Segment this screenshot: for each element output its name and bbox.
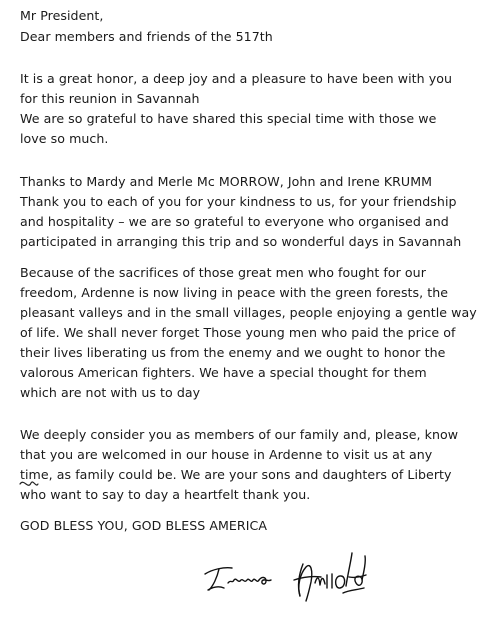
paragraph-line: time, as family could be. We are your sons and daughters of Liberty: [20, 467, 452, 482]
paragraph-line: participated in arranging this trip and so wonderful days in Savannah: [20, 234, 462, 249]
paragraph-line: freedom, Ardenne is now living in peace with the green forests, the: [20, 285, 449, 300]
paragraph-line: Thank you to each of you for your kindness to us, for your friendship: [20, 194, 457, 209]
paragraph-line: their lives liberating us from the enemy and we ought to honor the: [20, 345, 446, 360]
salutation-line: Dear members and friends of the 517th: [20, 29, 273, 44]
paragraph-line: of life. We shall never forget Those young men who paid the price of: [20, 325, 456, 340]
paragraph-line: We deeply consider you as members of our family and, please, know: [20, 427, 459, 442]
paragraph-line: that you are welcomed in our house in Ardenne to visit us at any: [20, 447, 433, 462]
signature-irma: [205, 568, 271, 590]
signature-arnold: [294, 553, 366, 601]
paragraph-line: pleasant valleys and in the small villages, people enjoying a gentle way: [20, 305, 477, 320]
paragraph-line: It is a great honor, a deep joy and a pleasure to have been with you: [20, 71, 453, 86]
paragraph-line: which are not with us to day: [20, 385, 201, 400]
salutation-line: Mr President,: [20, 8, 104, 23]
paragraph-line: We are so grateful to have shared this special time with those we: [20, 111, 437, 126]
paragraph-line: valorous American fighters. We have a special thought for them: [20, 365, 427, 380]
handwritten-mark: [20, 482, 38, 485]
paragraph-line: love so much.: [20, 131, 109, 146]
paragraph-line: who want to say to day a heartfelt thank you.: [20, 487, 311, 502]
closing-line: GOD BLESS YOU, GOD BLESS AMERICA: [20, 518, 268, 533]
paragraph-line: for this reunion in Savannah: [20, 91, 200, 106]
paragraph-line: Thanks to Mardy and Merle Mc MORROW, John and Irene KRUMM: [20, 174, 433, 189]
paragraph-line: and hospitality – we are so grateful to everyone who organised and: [20, 214, 449, 229]
paragraph-line: Because of the sacrifices of those great men who fought for our: [20, 265, 426, 280]
